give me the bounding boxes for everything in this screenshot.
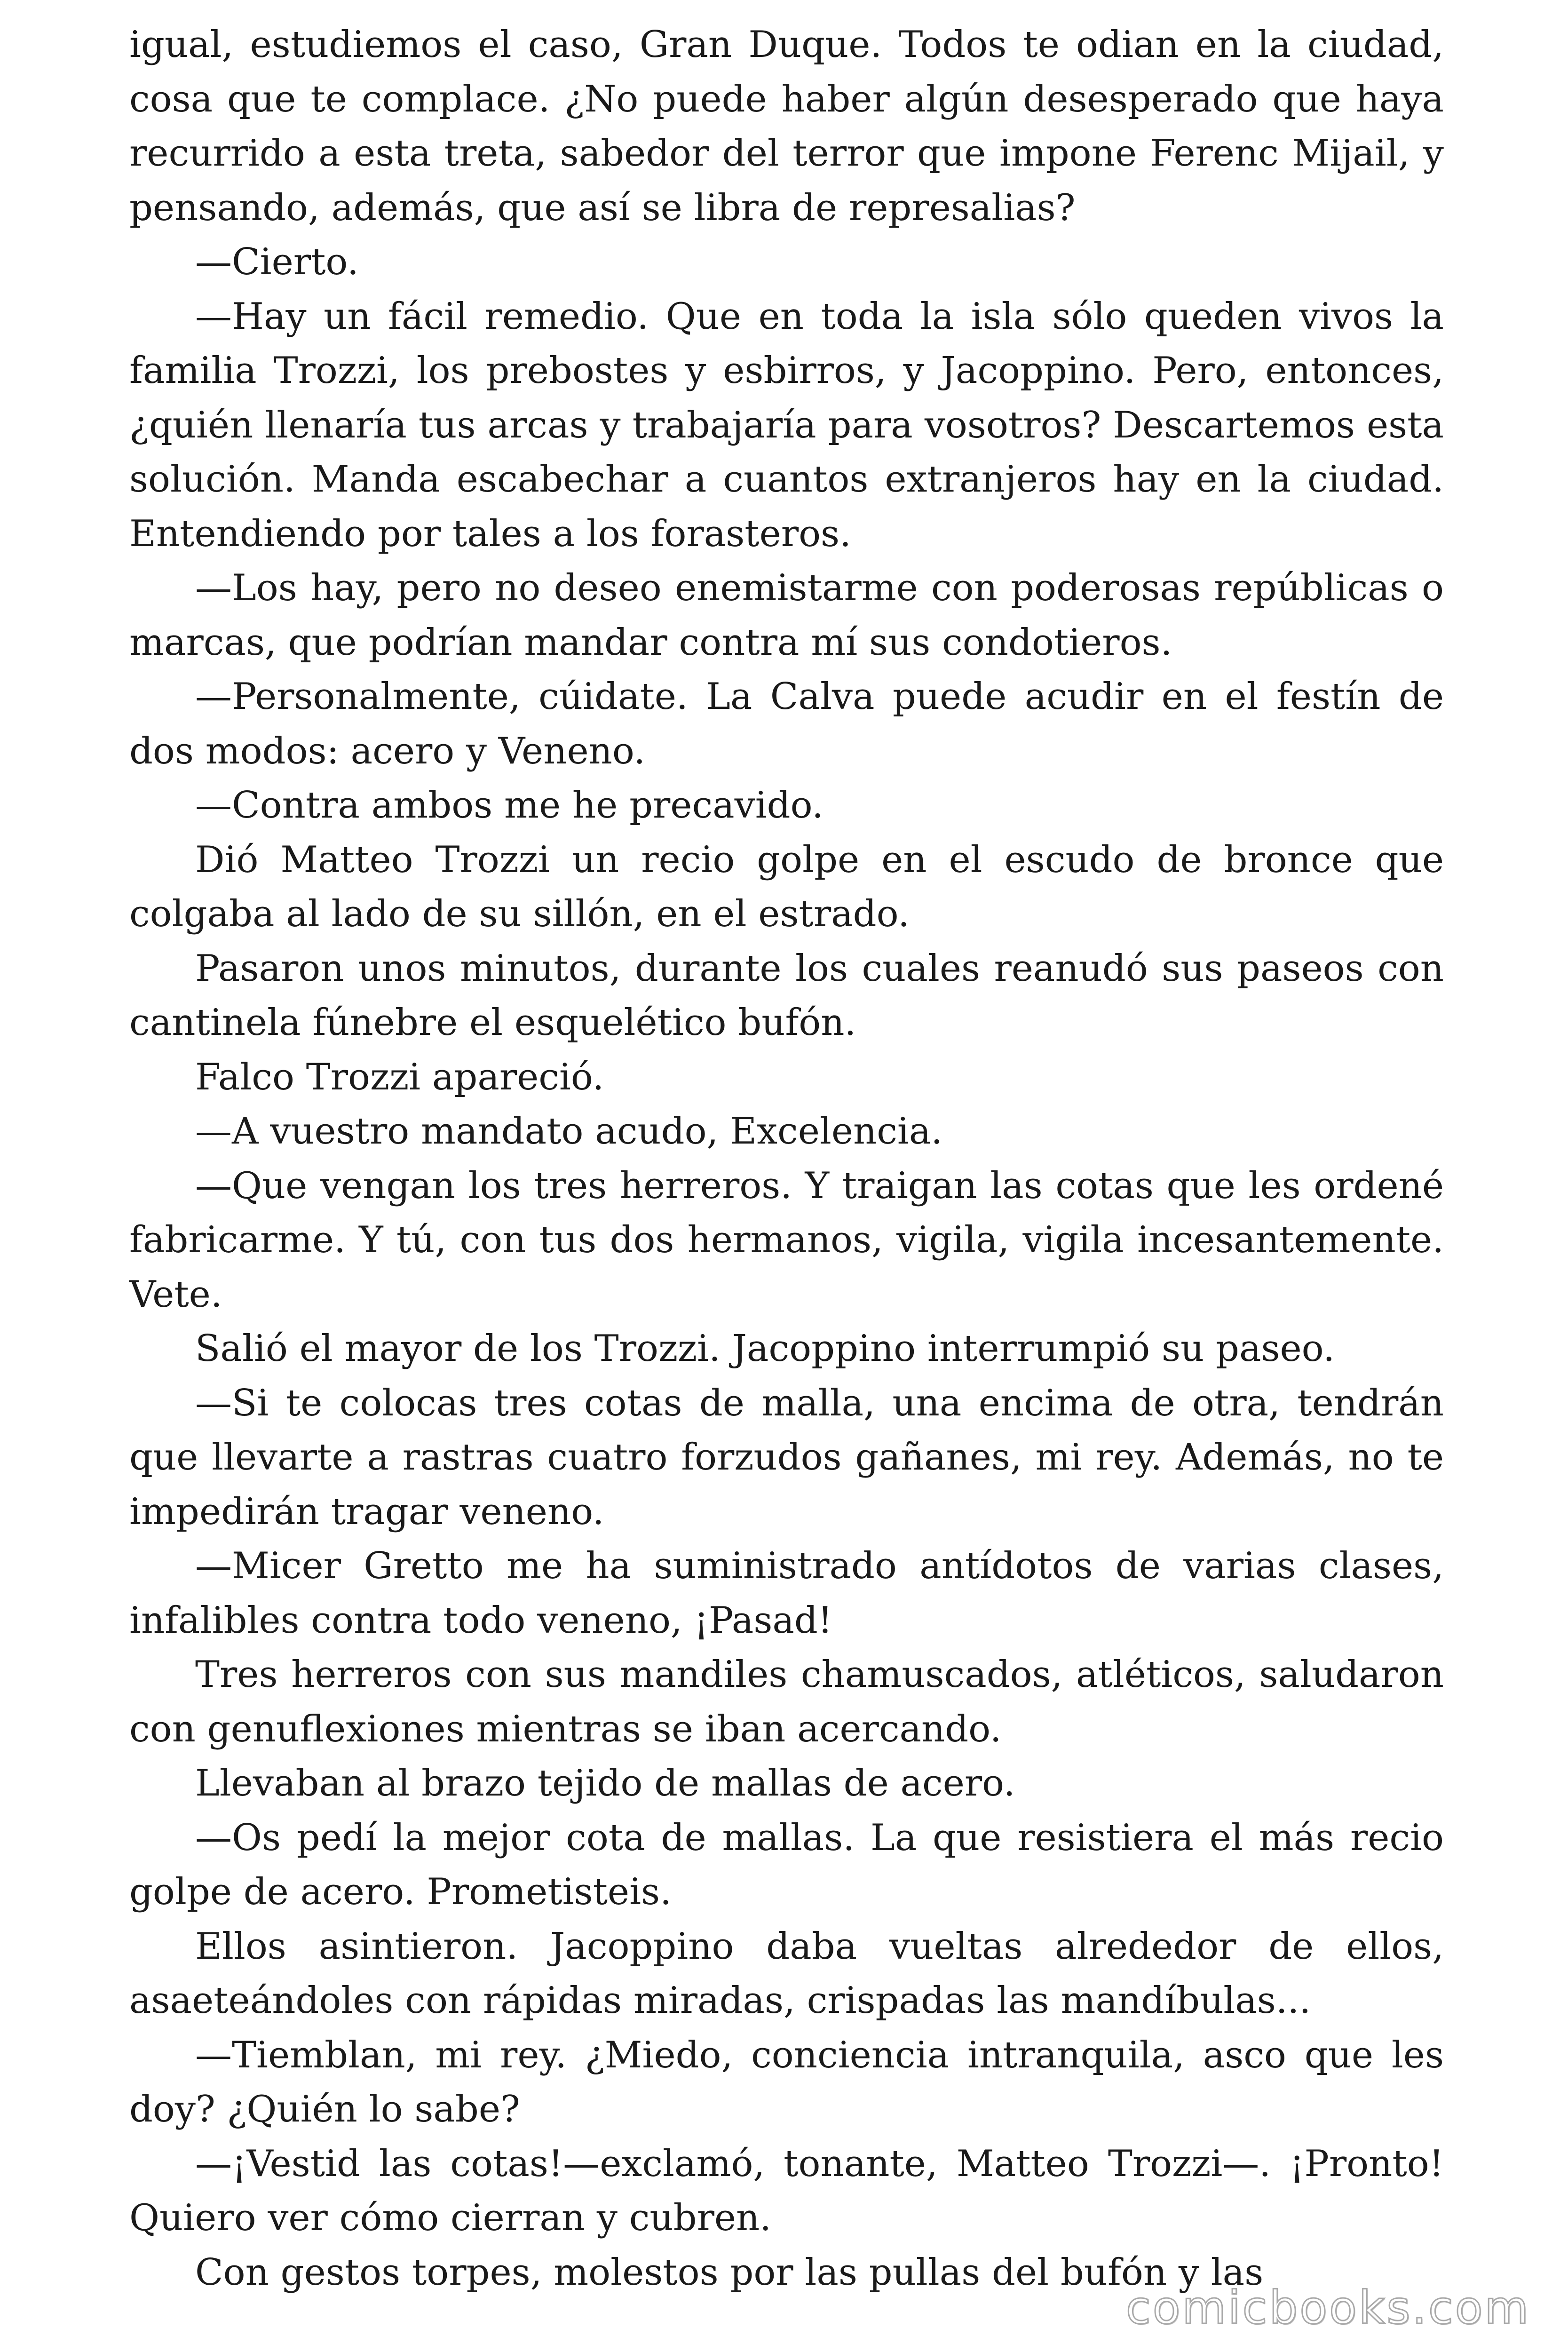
- paragraph: Tres herreros con sus mandiles chamuscados, atléticos, saludaron con genuflexiones mientras se iban acercando.: [129, 1653, 1444, 1750]
- page-text-body: [129, 18, 1444, 2300]
- paragraph: Pasaron unos minutos, durante los cuales reanudó sus paseos con cantinela fúnebre el esquelético bufón.: [129, 947, 1444, 1044]
- paragraph: —Si te colocas tres cotas de malla, una encima de otra, tendrán que llevarte a rastras cuatro forzudos gañanes, mi rey. Además, no te impedirán tragar veneno.: [129, 1382, 1444, 1533]
- paragraph: —Los hay, pero no deseo enemistarme con poderosas repúblicas o marcas, que podrían mandar contra mí sus condotieros.: [129, 567, 1444, 664]
- paragraph: —Tiemblan, mi rey. ¿Miedo, conciencia intranquila, asco que les doy? ¿Quién lo sabe?: [129, 2034, 1444, 2130]
- paragraph: Con gestos torpes, molestos por las pullas del bufón y las: [195, 2251, 1264, 2294]
- paragraph: Ellos asintieron. Jacoppino daba vueltas alrededor de ellos, asaeteándoles con rápidas miradas, crispadas las mandíbulas...: [129, 1925, 1444, 2022]
- paragraph: igual, estudiemos el caso, Gran Duque. Todos te odian en la ciudad, cosa que te complace. ¿No puede haber algún desesperado que haya recurrido a esta treta, sabedor del terror que impone Ferenc Mijail, y pensando, además, que así se libra de represalias?: [129, 24, 1444, 229]
- paragraph: Llevaban al brazo tejido de mallas de acero.: [195, 1762, 1015, 1804]
- paragraph: —Que vengan los tres herreros. Y traigan las cotas que les ordené fabricarme. Y tú, con tus dos hermanos, vigila, vigila incesantemente. Vete.: [129, 1164, 1444, 1316]
- paragraph: —Hay un fácil remedio. Que en toda la isla sólo queden vivos la familia Trozzi, los prebostes y esbirros, y Jacoppino. Pero, entonces, ¿quién llenaría tus arcas y trabajaría para vosotros? Descartemos esta solución. Manda escabechar a cuantos extranjeros hay en la ciudad. Entendiendo por tales a los forasteros.: [129, 295, 1444, 555]
- paragraph: —A vuestro mandato acudo, Excelencia.: [195, 1110, 943, 1152]
- paragraph: —Os pedí la mejor cota de mallas. La que resistiera el más recio golpe de acero. Prometisteis.: [129, 1816, 1444, 1913]
- paragraph: Falco Trozzi apareció.: [195, 1056, 604, 1098]
- paragraph: Salió el mayor de los Trozzi. Jacoppino interrumpió su paseo.: [195, 1327, 1335, 1370]
- paragraph: —¡Vestid las cotas!—exclamó, tonante, Matteo Trozzi—. ¡Pronto! Quiero ver cómo cierran y cubren.: [129, 2142, 1444, 2239]
- paragraph: Dió Matteo Trozzi un recio golpe en el escudo de bronce que colgaba al lado de su sillón, en el estrado.: [129, 838, 1444, 935]
- watermark-text: comicbooks.com: [1125, 2281, 1530, 2334]
- paragraph: —Micer Gretto me ha suministrado antídotos de varias clases, infalibles contra todo veneno, ¡Pasad!: [129, 1545, 1444, 1642]
- paragraph: —Personalmente, cúidate. La Calva puede acudir en el festín de dos modos: acero y Veneno.: [129, 675, 1444, 772]
- paragraph: —Cierto.: [195, 241, 359, 283]
- paragraph: —Contra ambos me he precavido.: [195, 784, 824, 826]
